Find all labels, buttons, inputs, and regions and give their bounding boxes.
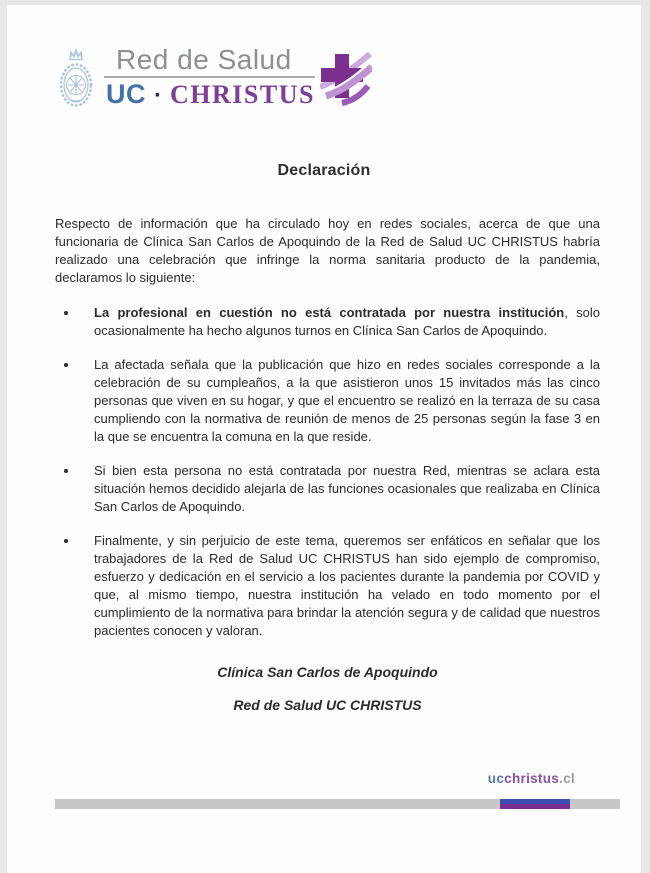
- document-page: [7, 5, 641, 873]
- document-body: [7, 215, 641, 714]
- logo-separator-dot: ·: [154, 82, 162, 109]
- signature-network: Red de Salud UC CHRISTUS: [233, 697, 422, 713]
- logo-red-de-salud: Red de Salud: [104, 45, 315, 78]
- logo-christus: CHRISTUS: [170, 80, 315, 109]
- document-title: Declaración: [277, 162, 371, 179]
- signature-clinic: Clínica San Carlos de Apoquindo: [217, 664, 438, 680]
- website-uc-part: uc: [487, 771, 505, 786]
- bullet-item: [79, 356, 600, 446]
- intro-paragraph: Respecto de información que ha circulado hoy en redes sociales, acerca de que una funcionaria de Clínica San Carlos de Apoquindo de la Red de Salud UC CHRISTUS habría realizado una celebración que infringe la norma sanitaria producto de la pandemia, declaramos lo siguiente:: [55, 216, 600, 285]
- bullet-item: [79, 462, 600, 516]
- bullet-text: , solo ocasionalmente ha hecho algunos turnos en Clínica San Carlos de Apoquindo.: [94, 305, 600, 338]
- bullet-text: La afectada señala que la publicación que hizo en redes sociales corresponde a la celebración de su cumpleaños, a la que asistieron unos 15 invitados más las cinco personas que viven en su hogar, y que el encuentro se realizó en la terraza de su casa cumpliendo con la normativa de reunión de menos de 25 personas según la fase 3 en la que se encuentra la comuna en la que reside.: [94, 357, 600, 444]
- bullet-item: [79, 532, 600, 640]
- bullet-text: Si bien esta persona no está contratada por nuestra Red, mientras se aclara esta situación hemos decidido alejarla de las funciones ocasionales que realizaba en Clínica San Carlos de Apoquindo.: [94, 463, 600, 514]
- logo: [7, 5, 641, 116]
- logo-uc: UC: [106, 79, 146, 109]
- website-tld-part: .cl: [559, 771, 575, 786]
- logo-wordmark: [104, 45, 315, 110]
- bullet-text: Finalmente, y sin perjuicio de este tema, queremos ser enfáticos en señalar que los trabajadores de la Red de Salud UC CHRISTUS han sido ejemplo de compromiso, esfuerzo y dedicación en el servicio a los pacientes durante la pandemia por COVID y que, al mismo tiempo, nuestra institución ha velado en todo momento por el cumplimiento de la normativa para brindar la atención segura y de calidad que nuestros pacientes conocen y valoran.: [94, 533, 600, 638]
- bullet-bold-text: La profesional en cuestión no está contratada por nuestra institución: [94, 305, 565, 320]
- bullet-item: [79, 304, 600, 340]
- website-link[interactable]: [488, 771, 575, 786]
- footer-brand-bar-accent: [500, 799, 570, 809]
- bullet-list: [55, 304, 600, 640]
- christus-cross-icon: [320, 51, 372, 114]
- website-christus-part: christus: [504, 771, 560, 786]
- uc-university-seal-icon: [57, 47, 95, 116]
- footer-brand-bar: [55, 799, 620, 809]
